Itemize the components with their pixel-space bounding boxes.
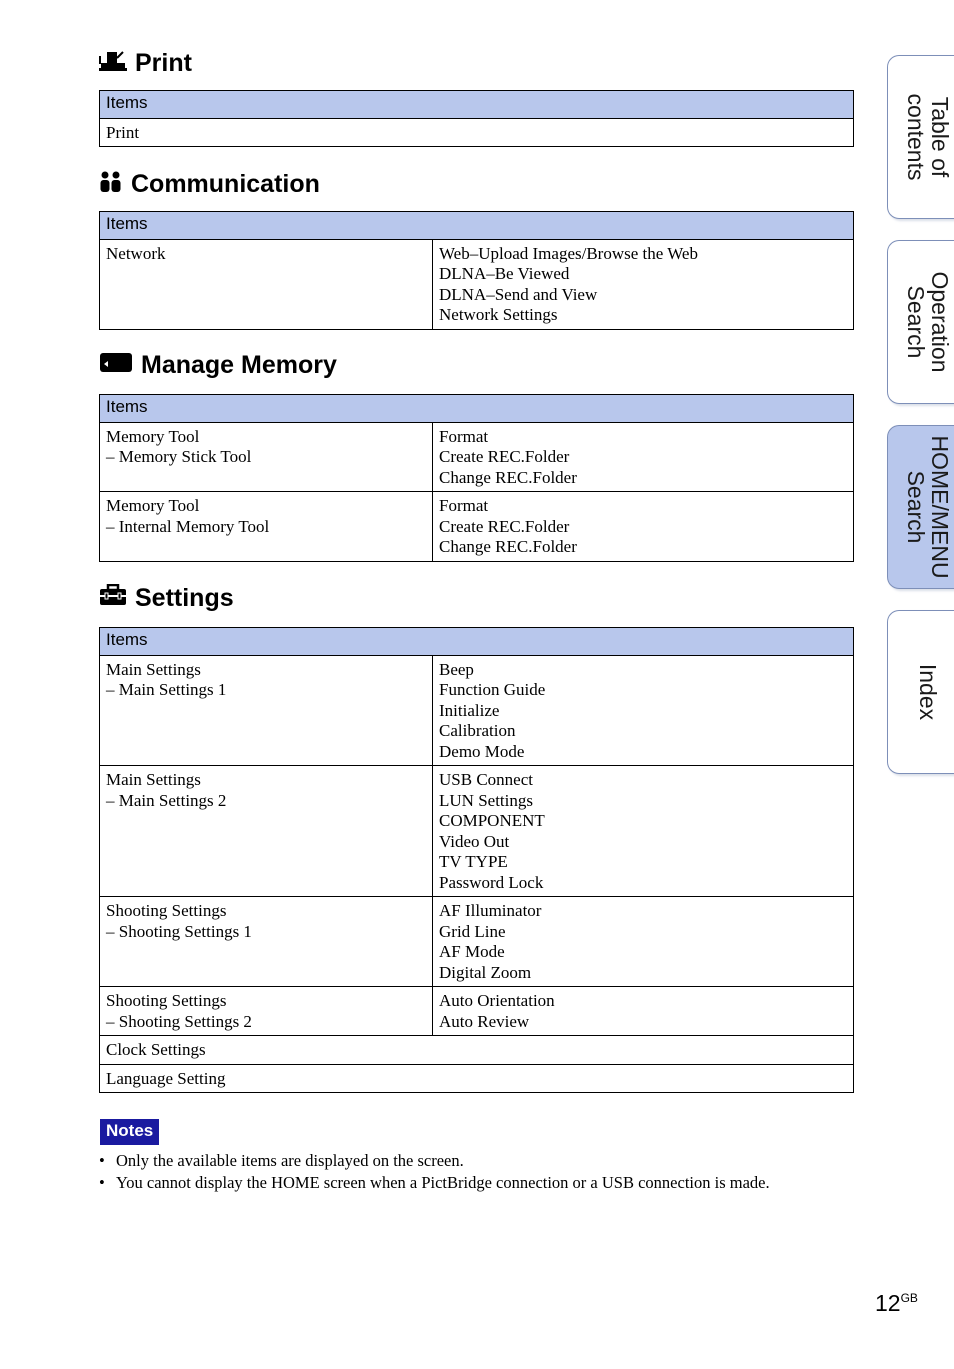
table-cell: Format Create REC.Folder Change REC.Folder <box>433 422 854 492</box>
table-row <box>100 1064 854 1093</box>
table-header: Items <box>100 395 854 423</box>
section-title-text: Manage Memory <box>141 351 337 379</box>
section-title-text: Print <box>135 49 192 77</box>
table-cell: Print <box>100 118 854 147</box>
list-item: • Only the available items are displayed on the screen. <box>99 1150 770 1172</box>
table-cell: Shooting Settings – Shooting Settings 1 <box>100 897 433 987</box>
tab-operation-search[interactable]: Operation Search <box>887 240 954 404</box>
table-cell: Shooting Settings – Shooting Settings 2 <box>100 987 433 1036</box>
table-cell: Network <box>100 239 433 329</box>
communication-table <box>99 211 854 330</box>
notes-label: Notes <box>100 1119 159 1145</box>
table-cell: Memory Tool – Memory Stick Tool <box>100 422 433 492</box>
table-row <box>100 1036 854 1065</box>
section-title-manage-memory <box>99 351 337 380</box>
tab-index[interactable]: Index <box>887 610 954 774</box>
toolbox-icon <box>99 584 127 613</box>
people-icon <box>99 169 123 200</box>
notes-list <box>99 1150 770 1194</box>
table-row <box>100 655 854 766</box>
section-title-print <box>99 48 192 79</box>
table-row <box>100 987 854 1036</box>
table-row <box>100 766 854 897</box>
table-cell: Auto Orientation Auto Review <box>433 987 854 1036</box>
table-cell: Beep Function Guide Initialize Calibration Demo Mode <box>433 655 854 766</box>
printer-icon <box>99 48 127 79</box>
print-table <box>99 90 854 147</box>
table-row <box>100 239 854 329</box>
table-cell: Memory Tool – Internal Memory Tool <box>100 492 433 562</box>
section-title-text: Settings <box>135 584 234 612</box>
tab-table-of-contents[interactable]: Table of contents <box>887 55 954 219</box>
table-cell: Clock Settings <box>100 1036 854 1065</box>
table-row <box>100 897 854 987</box>
table-cell: Language Setting <box>100 1064 854 1093</box>
manage-memory-table <box>99 394 854 562</box>
table-cell: Web–Upload Images/Browse the Web DLNA–Be Viewed DLNA–Send and View Network Settings <box>433 239 854 329</box>
table-cell: Main Settings – Main Settings 2 <box>100 766 433 897</box>
table-row <box>100 118 854 147</box>
tab-home-menu-search[interactable]: HOME/MENU Search <box>887 425 954 589</box>
section-title-settings <box>99 584 234 613</box>
table-header: Items <box>100 212 854 240</box>
table-cell: Main Settings – Main Settings 1 <box>100 655 433 766</box>
page-number: $12^{GB}$ <box>875 1290 918 1316</box>
table-header: Items <box>100 628 854 656</box>
settings-table <box>99 627 854 1093</box>
table-cell: Format Create REC.Folder Change REC.Folder <box>433 492 854 562</box>
table-cell: USB Connect LUN Settings COMPONENT Video Out TV TYPE Password Lock <box>433 766 854 897</box>
section-title-communication <box>99 169 320 200</box>
table-row <box>100 422 854 492</box>
table-cell: AF Illuminator Grid Line AF Mode Digital Zoom <box>433 897 854 987</box>
section-title-text: Communication <box>131 170 320 198</box>
table-row <box>100 492 854 562</box>
table-header: Items <box>100 91 854 119</box>
list-item: • You cannot display the HOME screen when a PictBridge connection or a USB connection is made. <box>99 1172 770 1194</box>
memory-card-icon <box>99 351 133 380</box>
